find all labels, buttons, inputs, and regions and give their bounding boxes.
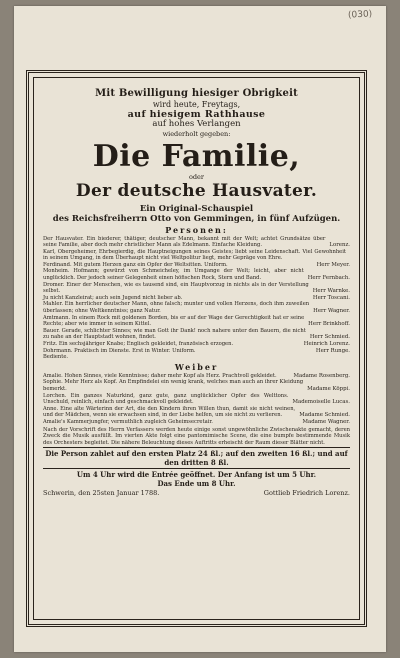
cast-actor: Herr Schmied. — [309, 334, 350, 341]
cast-role: Ferdinand. Mit gutem Herzen ganz ein Opfer der Weltsitten. Uniform. — [43, 261, 228, 268]
cast-role: Mahler. Ein herrlicher deutscher Mann, ohne falsch; munter und vollen Herzens, doch ihm zuweilen überlassen; ohne Weltkenntniss; ganz Natur. — [43, 301, 310, 315]
women-row — [43, 379, 350, 392]
cast-role: Amtmann. In einem Rock mit goldenen Borden, bis er auf der Wage der Gerechtigkeit hat er seine Rechte; aber wie immer in seinem Kittel. — [43, 314, 305, 328]
cast-heading: Personen: — [165, 224, 228, 235]
cast-actor: Herr Warnke. — [312, 288, 350, 295]
cast-actor: Herr Meyer. — [316, 261, 350, 268]
cast-actor: Herr Toscani. — [312, 294, 350, 301]
price-line: Die Person zahlet auf den ersten Platz 24 ßl.; auf den zweiten 16 ßl.; und auf den dritten 8 ßl. — [45, 449, 348, 468]
cast-role: Dohrmann. Praktisch im Dienste. Erst in Winter. Uniform. — [43, 347, 196, 354]
women-list — [43, 373, 350, 426]
cast-actor: Herr Brinkhoff. — [308, 321, 350, 328]
cast-row — [43, 348, 350, 355]
playbill-sheet — [14, 6, 386, 652]
cast-actor: Herr Wagner. — [313, 308, 350, 315]
imprint-director: Gottlieb Friedrich Lorenz. — [263, 489, 350, 498]
playbill-content — [33, 77, 360, 620]
repeat-line: wiederholt gegeben: — [162, 129, 231, 138]
cast-row — [43, 282, 350, 295]
cast-actor: Heinrich Lorenz. — [303, 341, 350, 347]
women-actor: Madame Schmied. — [299, 412, 350, 419]
shelfmark: (030) — [347, 9, 373, 21]
women-row — [43, 419, 350, 426]
cast-role: Karl, Obergeheimer, Ehrbegierdig, die Hauptneigungen seines Geistes; liebt seine Leidenschaft. Viel Gewohnheit in seinem Umgang, in dem Überhaupt nicht viel Weltpolitur liegt, mehr Gepräge von Ehre. — [43, 248, 346, 262]
women-actor: Mademoiselle Lucas. — [292, 399, 350, 406]
cast-role: Fritz. Ein sechsjähriger Knabe; Englisch gekleidet, französisch erzogen. — [43, 341, 234, 347]
cast-role: Monheim. Hofmann; gewürzt von Schmeicheley, im Umgange der Welt; leicht, aber nicht unglücklich. Der jedoch seiner Gelegenheit einen höfischen Rock, Stern und Band. — [43, 268, 304, 282]
venue-line: auf hiesigem Rathhause — [127, 109, 266, 120]
women-role: Anne. Eine alte Wärterinn der Art, die den Kindern ihren Willen thun, damit sie nicht weinen, und der Mädchen, wenn sie erwachsen sind, in der Liebe helfen, um sie nicht zu verlieren. — [43, 405, 296, 419]
cast-row — [43, 268, 350, 281]
cast-role: Bauer. Gerade, schlichter Sinnes; wie man Gott ihr Dank! noch nahere unter den Bauern, die nicht zu nahe an der Hauptstadt wohnen, findet. — [43, 327, 306, 341]
cast-row — [43, 341, 350, 348]
title-connector: oder — [188, 172, 205, 181]
author-line: des Reichsfreiherrn Otto von Gemmingen, in fünf Aufzügen. — [52, 213, 341, 224]
women-role: Amalie's Kammerjungfer, vermuthlich zugleich Geheimsecretair. — [43, 418, 213, 425]
permission-line: Mit Bewilligung hiesiger Obrigkeit — [95, 88, 298, 99]
divider — [43, 468, 350, 469]
cast-row — [43, 262, 350, 269]
cast-row — [43, 301, 350, 314]
cast-actor: Herr Runge. — [315, 347, 350, 354]
women-role: Lorchen. Ein ganzes Naturkind, ganz gute, ganz unglücklicher Opfer des Welttons. Unschuld, reinlich, einfach und geschmackvoll gekleidet. — [43, 392, 289, 406]
request-line: auf hohes Verlangen — [152, 119, 241, 129]
ornamental-frame — [26, 70, 367, 627]
cast-row — [43, 328, 350, 341]
women-actor: Madame Köppi. — [307, 385, 350, 392]
performance-notes: Nach der Vorschrift des Herrn Verfassers werden heute einige sonst ungewöhnliche Zwischenakte gemacht, deren Zweck die Musik ausfüllt. Im vierten Akte folgt eine pantomimische Scene, die eine bumpfe bestimmende Musik des Orchesters begleitet. Die nähere Beleuchtung dieses Auftritts erheischt der Raum dieser Blätter nicht. — [43, 426, 350, 446]
cast-role: Dromer. Einer der Menschen, wie es tausend sind, ein Hauptvorzug in nichts als in der Verstellung selbst. — [43, 281, 309, 295]
cast-row — [43, 315, 350, 328]
women-row — [43, 373, 350, 380]
time-line: Um 4 Uhr wird die Entrée geöffnet. Der Anfang ist um 5 Uhr. — [76, 470, 317, 480]
cast-row — [43, 354, 350, 361]
cast-role: Ju nicht Kanzleirat; auch sein Jugend nicht lieber ab. — [43, 294, 183, 301]
cast-row — [43, 249, 350, 262]
women-row — [43, 406, 350, 419]
cast-role: Bediente. — [43, 354, 69, 361]
women-heading: Weiber — [174, 361, 219, 372]
divider — [43, 447, 350, 448]
cast-row — [43, 236, 350, 249]
date-line: wird heute, Freytags, — [152, 100, 241, 109]
cast-actor: Lorenz. — [329, 242, 350, 249]
play-title: Die Familie, — [92, 138, 301, 174]
women-row — [43, 393, 350, 406]
genre-line: Ein Original-Schauspiel — [139, 203, 254, 214]
cast-list — [43, 236, 350, 361]
end-line: Das Ende um 8 Uhr. — [157, 479, 236, 489]
imprint — [43, 489, 350, 498]
cast-role: Der Hausvater. Ein biederer, thätiger, deutscher Mann, bekannt mit der Welt; achtet Grundsätze über seine Familie, aber doch mehr christlicher Mann als Edelmann. Einfache Kleidung. — [43, 235, 326, 249]
play-alt-title: Der deutsche Hausvater. — [75, 180, 318, 201]
cast-row — [43, 295, 350, 302]
women-role: Amalie. Hohen Sinnes, viele Kenntnisse; daher mehr Kopf als Herz. Prachtvoll gekleidet. — [43, 372, 277, 379]
women-role: Sophie. Mehr Herz als Kopf. An Empfindelei ein wenig krank, welches man auch an ihrer Kleidung bemerkt. — [43, 379, 304, 392]
cast-actor: Herr Fernbach. — [307, 275, 350, 282]
women-actor: Madame Wagner. — [302, 418, 350, 425]
women-actor: Madame Rosenberg. — [293, 372, 350, 379]
imprint-place-date: Schwerin, den 25sten Januar 1788. — [43, 489, 160, 498]
